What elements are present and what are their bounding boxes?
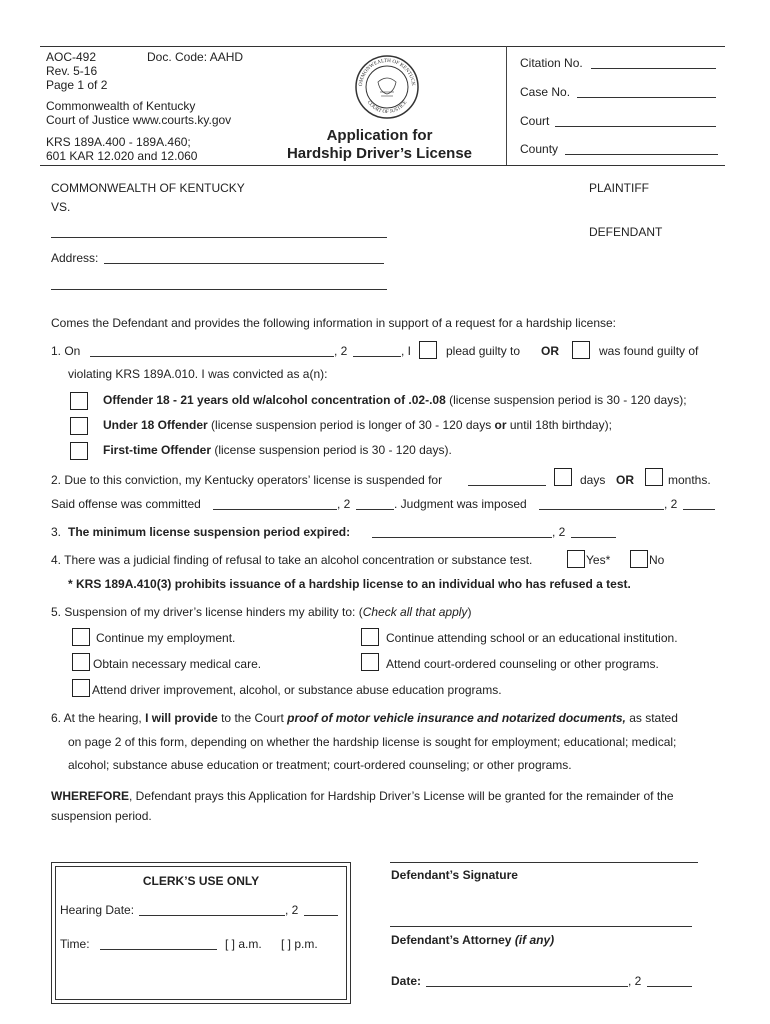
hearing-date-field[interactable] — [139, 915, 285, 916]
defendant-name-field[interactable] — [51, 237, 387, 238]
item1-year-field[interactable] — [353, 356, 401, 357]
form-title-line-1: Application for — [326, 127, 433, 144]
item5-text: 5. Suspension of my driver’s license hinders my ability to: (Check all that apply) — [51, 605, 472, 619]
intro-text: Comes the Defendant and provides the following information in support of a request for a hardship license: — [51, 316, 616, 330]
county-field[interactable] — [565, 154, 718, 155]
agency-name: Commonwealth of Kentucky — [46, 99, 196, 113]
form-title-line-2: Hardship Driver’s License — [286, 145, 473, 162]
attorney-label: Defendant’s Attorney (if any) — [391, 933, 555, 947]
item1-or: OR — [541, 344, 559, 358]
citation-field[interactable] — [591, 68, 716, 69]
item2-or: OR — [616, 473, 634, 487]
counseling-label: Attend court-ordered counseling or other programs. — [386, 657, 659, 671]
offense-year-prefix: , 2 — [337, 497, 351, 511]
item1-year-prefix: , 2 — [334, 344, 348, 358]
first-time-label: First-time Offender (license suspension period is 30 - 120 days). — [103, 443, 452, 457]
item3-number: 3. — [51, 525, 62, 539]
employment-checkbox[interactable] — [72, 628, 90, 646]
school-checkbox[interactable] — [361, 628, 379, 646]
hearing-year-prefix: , 2 — [285, 903, 299, 917]
refusal-note: * KRS 189A.410(3) prohibits issuance of a hardship license to an individual who has refused a test. — [68, 577, 631, 591]
citation-label: Citation No. — [520, 56, 583, 70]
item1-date-field[interactable] — [90, 356, 334, 357]
under-18-checkbox[interactable] — [70, 417, 88, 435]
judgment-year-field[interactable] — [683, 509, 715, 510]
header-divider-right — [506, 46, 507, 166]
defendant-label: DEFENDANT — [589, 225, 663, 239]
suspension-length-field[interactable] — [468, 485, 546, 486]
refusal-yes-label: Yes* — [586, 553, 611, 567]
signature-year-prefix: , 2 — [628, 974, 642, 988]
address-field-1[interactable] — [104, 263, 384, 264]
days-label: days — [580, 473, 606, 487]
refusal-no-checkbox[interactable] — [630, 550, 648, 568]
county-label: County — [520, 142, 559, 156]
clerk-title: CLERK’S USE ONLY — [142, 874, 260, 888]
signature-year-field[interactable] — [647, 986, 692, 987]
under-18-label: Under 18 Offender (license suspension period is longer of 30 - 120 days or until 18th birthday); — [103, 418, 612, 432]
statute-ref-2: 601 KAR 12.020 and 12.060 — [46, 149, 198, 163]
address-field-2[interactable] — [51, 289, 387, 290]
education-programs-checkbox[interactable] — [72, 679, 90, 697]
months-checkbox[interactable] — [645, 468, 663, 486]
seal-text-bottom: COURT OF JUSTICE — [365, 99, 409, 116]
form-id: AOC-492 — [46, 50, 97, 64]
hearing-time-field[interactable] — [100, 949, 217, 950]
wherefore-line-1: WHEREFORE, Defendant prays this Application for Hardship Driver’s License will be granted for the remainder of the — [51, 789, 674, 803]
first-time-checkbox[interactable] — [70, 442, 88, 460]
days-checkbox[interactable] — [554, 468, 572, 486]
case-label: Case No. — [520, 85, 571, 99]
refusal-yes-checkbox[interactable] — [567, 550, 585, 568]
defendant-signature-field[interactable] — [390, 862, 698, 863]
statute-ref-1: KRS 189A.400 - 189A.460; — [46, 135, 191, 149]
expiration-date-field[interactable] — [372, 537, 552, 538]
judgment-label: . Judgment was imposed — [394, 497, 527, 511]
hearing-year-field[interactable] — [304, 915, 338, 916]
school-label: Continue attending school or an educational institution. — [386, 631, 678, 645]
item2-text: 2. Due to this conviction, my Kentucky operators’ license is suspended for — [51, 473, 443, 487]
medical-checkbox[interactable] — [72, 653, 90, 671]
header-bottom-line — [40, 165, 725, 166]
wherefore-line-2: suspension period. — [51, 809, 152, 823]
item1-on: 1. On — [51, 344, 81, 358]
refusal-no-label: No — [649, 553, 665, 567]
commonwealth-label: COMMONWEALTH OF KENTUCKY — [51, 181, 245, 195]
item6-line-1: 6. At the hearing, I will provide to the Court proof of motor vehicle insurance and notarized documents, as stated — [51, 711, 678, 725]
doc-code: Doc. Code: AAHD — [147, 50, 244, 64]
education-programs-label: Attend driver improvement, alcohol, or substance abuse education programs. — [92, 683, 502, 697]
seal-text-top: OMMONWEALTH OF KENTUCK — [357, 57, 417, 87]
item6-line-2: on page 2 of this form, depending on whether the hardship license is sought for employment; educational; medical; — [68, 735, 677, 749]
am-option[interactable]: [ ] a.m. — [225, 937, 262, 951]
offender-18-21-checkbox[interactable] — [70, 392, 88, 410]
found-guilty-label: was found guilty of — [599, 344, 699, 358]
item1-violating: violating KRS 189A.010. I was convicted as a(n): — [68, 367, 328, 381]
expiration-year-field[interactable] — [571, 537, 616, 538]
pm-option[interactable]: [ ] p.m. — [281, 937, 318, 951]
court-label: Court — [520, 114, 550, 128]
svg-text:COURT OF JUSTICE — [366, 100, 409, 115]
vs-label: VS. — [51, 200, 71, 214]
plaintiff-label: PLAINTIFF — [589, 181, 650, 195]
offense-year-field[interactable] — [356, 509, 394, 510]
offender-18-21-label: Offender 18 - 21 years old w/alcohol concentration of .02-.08 (license suspension period is 30 - 120 days); — [103, 393, 687, 407]
hearing-date-label: Hearing Date: — [60, 903, 135, 917]
svg-text:COMMONWEALTH OF KENTUCKY — [354, 54, 416, 86]
case-field[interactable] — [577, 97, 716, 98]
expiration-year-prefix: , 2 — [552, 525, 566, 539]
offense-committed-label: Said offense was committed — [51, 497, 201, 511]
plead-guilty-checkbox[interactable] — [419, 341, 437, 359]
item6-line-3: alcohol; substance abuse education or treatment; court-ordered counseling; or other programs. — [68, 758, 572, 772]
agency-website: Court of Justice www.courts.ky.gov — [46, 113, 232, 127]
signature-date-field[interactable] — [426, 986, 628, 987]
item1-i: , I — [401, 344, 412, 358]
address-label: Address: — [51, 251, 99, 265]
court-field[interactable] — [555, 126, 716, 127]
medical-label: Obtain necessary medical care. — [93, 657, 262, 671]
court-seal-icon — [354, 54, 420, 120]
months-label: months. — [668, 473, 711, 487]
time-label: Time: — [60, 937, 90, 951]
offense-date-field[interactable] — [213, 509, 337, 510]
attorney-signature-field[interactable] — [390, 926, 692, 927]
employment-label: Continue my employment. — [96, 631, 236, 645]
found-guilty-checkbox[interactable] — [572, 341, 590, 359]
judgment-date-field[interactable] — [539, 509, 664, 510]
page-number: Page 1 of 2 — [46, 78, 108, 92]
counseling-checkbox[interactable] — [361, 653, 379, 671]
item3-label: The minimum license suspension period expired: — [68, 525, 351, 539]
plead-guilty-label: plead guilty to — [446, 344, 521, 358]
item4-text: 4. There was a judicial finding of refusal to take an alcohol concentration or substance test. — [51, 553, 533, 567]
defendant-signature-label: Defendant’s Signature — [391, 868, 518, 882]
judgment-year-prefix: , 2 — [664, 497, 678, 511]
revision: Rev. 5-16 — [46, 64, 98, 78]
date-label: Date: — [391, 974, 422, 988]
